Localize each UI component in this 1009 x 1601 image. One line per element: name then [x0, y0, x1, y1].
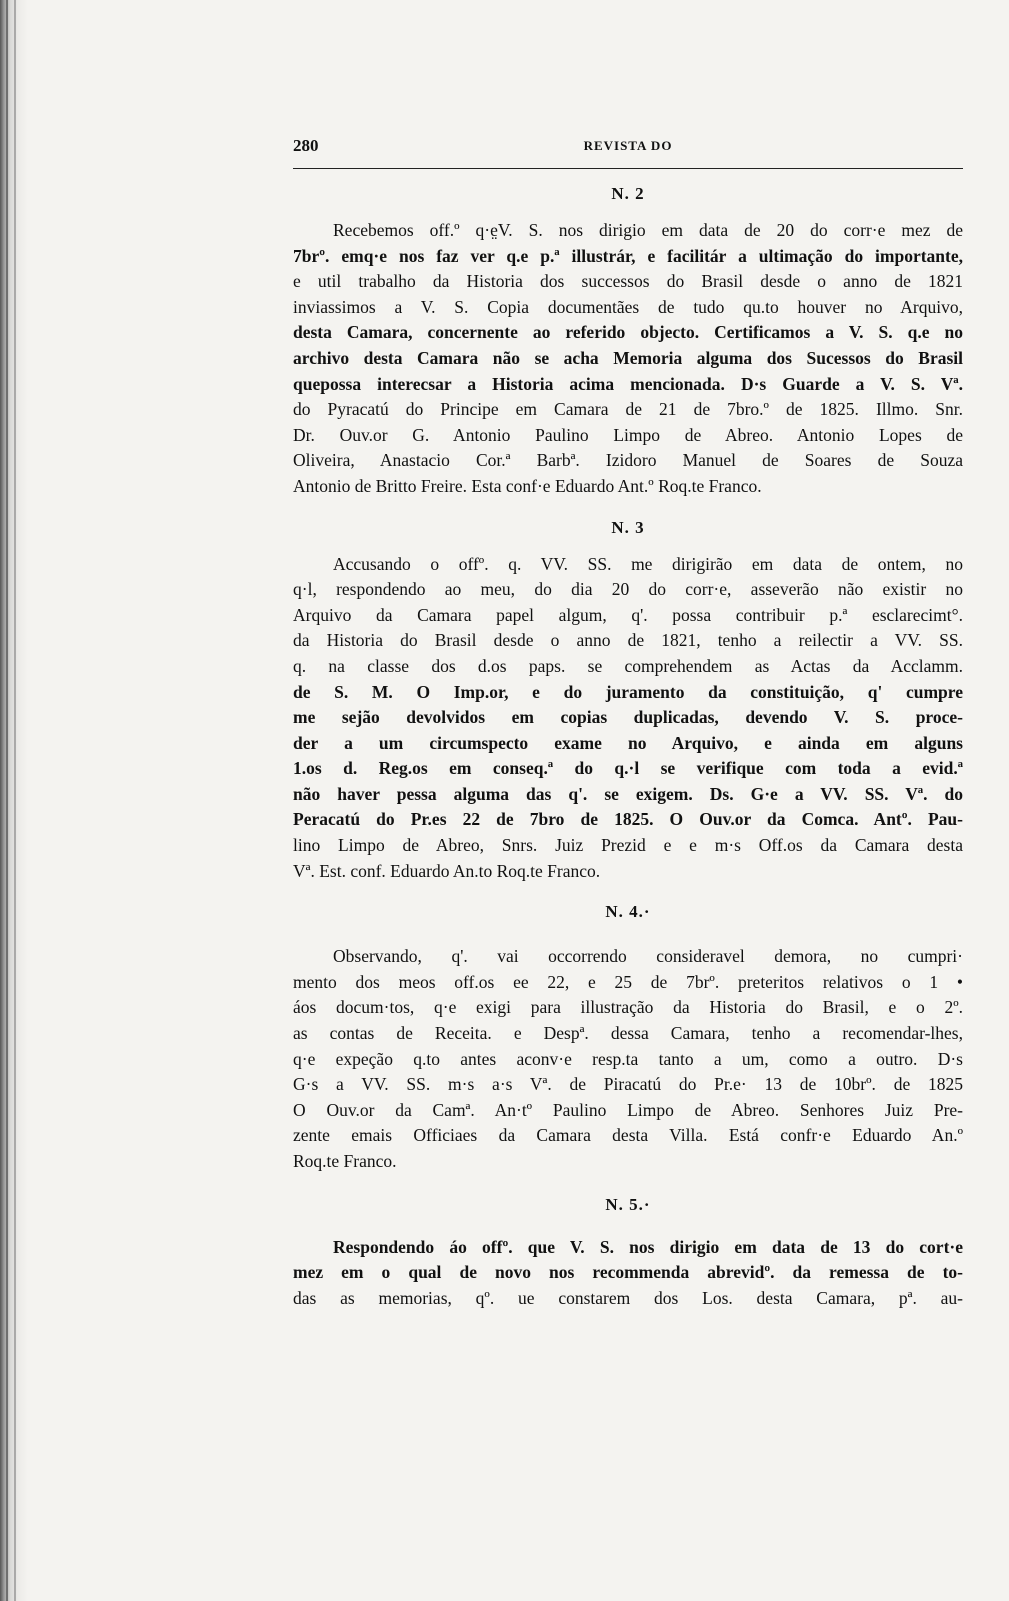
- text-line: mez em o qual de novo nos recommenda abrevidº. da remessa de to-: [293, 1262, 963, 1283]
- text-line: as contas de Receita. e Despª. dessa Camara, tenho a recomendar-lhes,: [293, 1023, 963, 1044]
- binding-line: [6, 0, 8, 1601]
- section-body-n3: [293, 552, 963, 885]
- text-line: Antonio de Britto Freire. Esta conf·e Eduardo Ant.º Roq.te Franco.: [293, 475, 762, 496]
- section-title-n2: N. 2: [611, 184, 645, 203]
- text-line: archivo desta Camara não se acha Memoria alguma dos Sucessos do Brasil: [293, 347, 963, 368]
- text-line: Vª. Est. conf. Eduardo An.to Roq.te Franco.: [293, 860, 601, 881]
- text-line: e util trabalho da Historia dos successos do Brasil desde o anno de 1821: [293, 271, 963, 292]
- book-page: [293, 128, 963, 1311]
- text-line: Oliveira, Anastacio Cor.ª Barbª. Izidoro Manuel de Soares de Souza: [293, 450, 963, 471]
- text-line: G·s a VV. SS. m·s a·s Vª. de Piracatú do Pr.e· 13 de 10brº. de 1825: [293, 1074, 963, 1095]
- section-body-n4: [293, 944, 963, 1174]
- text-line: O Ouv.or da Camª. An·tº Paulino Limpo de Abreo. Senhores Juiz Pre-: [293, 1099, 963, 1120]
- binding-line: [14, 0, 16, 1601]
- text-line: mento dos meos off.os ee 22, e 25 de 7brº. preteritos relativos o 1 •: [293, 971, 963, 992]
- running-title: REVISTA DO: [583, 138, 673, 153]
- text-line: me sejão devolvidos em copias duplicadas, devendo V. S. proce-: [293, 707, 963, 728]
- section-body-n5: [293, 1235, 963, 1312]
- header-rule: [293, 168, 963, 169]
- text-line: q. na classe dos d.os paps. se comprehendem as Actas da Acclamm.: [293, 655, 963, 676]
- text-line: da Historia do Brasil desde o anno de 1821, tenho a reilectir a VV. SS.: [293, 630, 963, 651]
- text-line: Observando, q'. vai occorrendo consideravel demora, no cumpri·: [333, 946, 963, 967]
- text-line: Respondendo áo offº. que V. S. nos dirigio em data de 13 do cort·e: [333, 1236, 963, 1257]
- text-line: der a um circumspecto exame no Arquivo, e ainda em alguns: [293, 732, 963, 753]
- text-line: 1.os d. Reg.os em conseq.ª do q.·l se verifique com toda a evid.ª: [293, 758, 963, 779]
- section-title-n5: N. 5.·: [605, 1194, 651, 1214]
- text-line: Accusando o offº. q. VV. SS. me dirigirão em data de ontem, no: [333, 553, 963, 574]
- text-line: Roq.te Franco.: [293, 1151, 397, 1171]
- text-line: não haver pessa alguma das q'. se exigem. Ds. G·e a VV. SS. Vª. do: [293, 783, 963, 804]
- text-line: 7brº. emq·e nos faz ver q.e p.ª illustrár, e facilitár a ultimação do importante,: [293, 245, 963, 266]
- text-line: Dr. Ouv.or G. Antonio Paulino Limpo de Abreo. Antonio Lopes de: [293, 424, 963, 445]
- text-line: Arquivo da Camara papel algum, q'. possa contribuir p.ª esclarecimt°.: [293, 604, 963, 625]
- text-line: de S. M. O Imp.or, e do juramento da constituição, q' cumpre: [293, 681, 963, 702]
- text-line: das as memorias, qº. ue constarem dos Los. desta Camara, pª. au-: [293, 1287, 963, 1308]
- text-line: q·e expeção q.to antes aconv·e resp.ta tanto a um, como a outro. D·s: [293, 1048, 963, 1069]
- text-line: q·l, respondendo ao meu, do dia 20 do corr·e, asseverão não existir no: [293, 579, 963, 600]
- text-line: quepossa interecsar a Historia acima mencionada. D·s Guarde a V. S. Vª.: [293, 373, 963, 394]
- text-line: Peracatú do Pr.es 22 de 7bro de 1825. O Ouv.or da Comca. Antº. Pau-: [293, 809, 963, 830]
- section-title-n3: N. 3: [611, 517, 645, 537]
- text-line: lino Limpo de Abreo, Snrs. Juiz Prezid e e m·s Off.os da Camara desta: [293, 835, 963, 856]
- text-line: inviassimos a V. S. Copia documentães de tudo qu.to houver no Arquivo,: [293, 296, 963, 317]
- text-line: desta Camara, concernente ao referido objecto. Certificamos a V. S. q.e no: [293, 322, 963, 343]
- section-body-n2: [293, 218, 963, 500]
- page-number: 280: [293, 136, 319, 155]
- page-header: [293, 128, 963, 162]
- text-line: do Pyracatú do Principe em Camara de 21 de 7bro.º de 1825. Illmo. Snr.: [293, 399, 963, 420]
- text-line: zente emais Officiaes da Camara desta Villa. Está confr·e Eduardo An.º: [293, 1125, 963, 1146]
- text-line: áos docum·tos, q·e exigi para illustração da Historia do Brasil, e o 2º.: [293, 997, 963, 1018]
- text-line: Recebemos off.º q·e̤V. S. nos dirigio em data de 20 do corr·e mez de: [333, 220, 963, 240]
- section-title-n4: N. 4.·: [605, 902, 651, 922]
